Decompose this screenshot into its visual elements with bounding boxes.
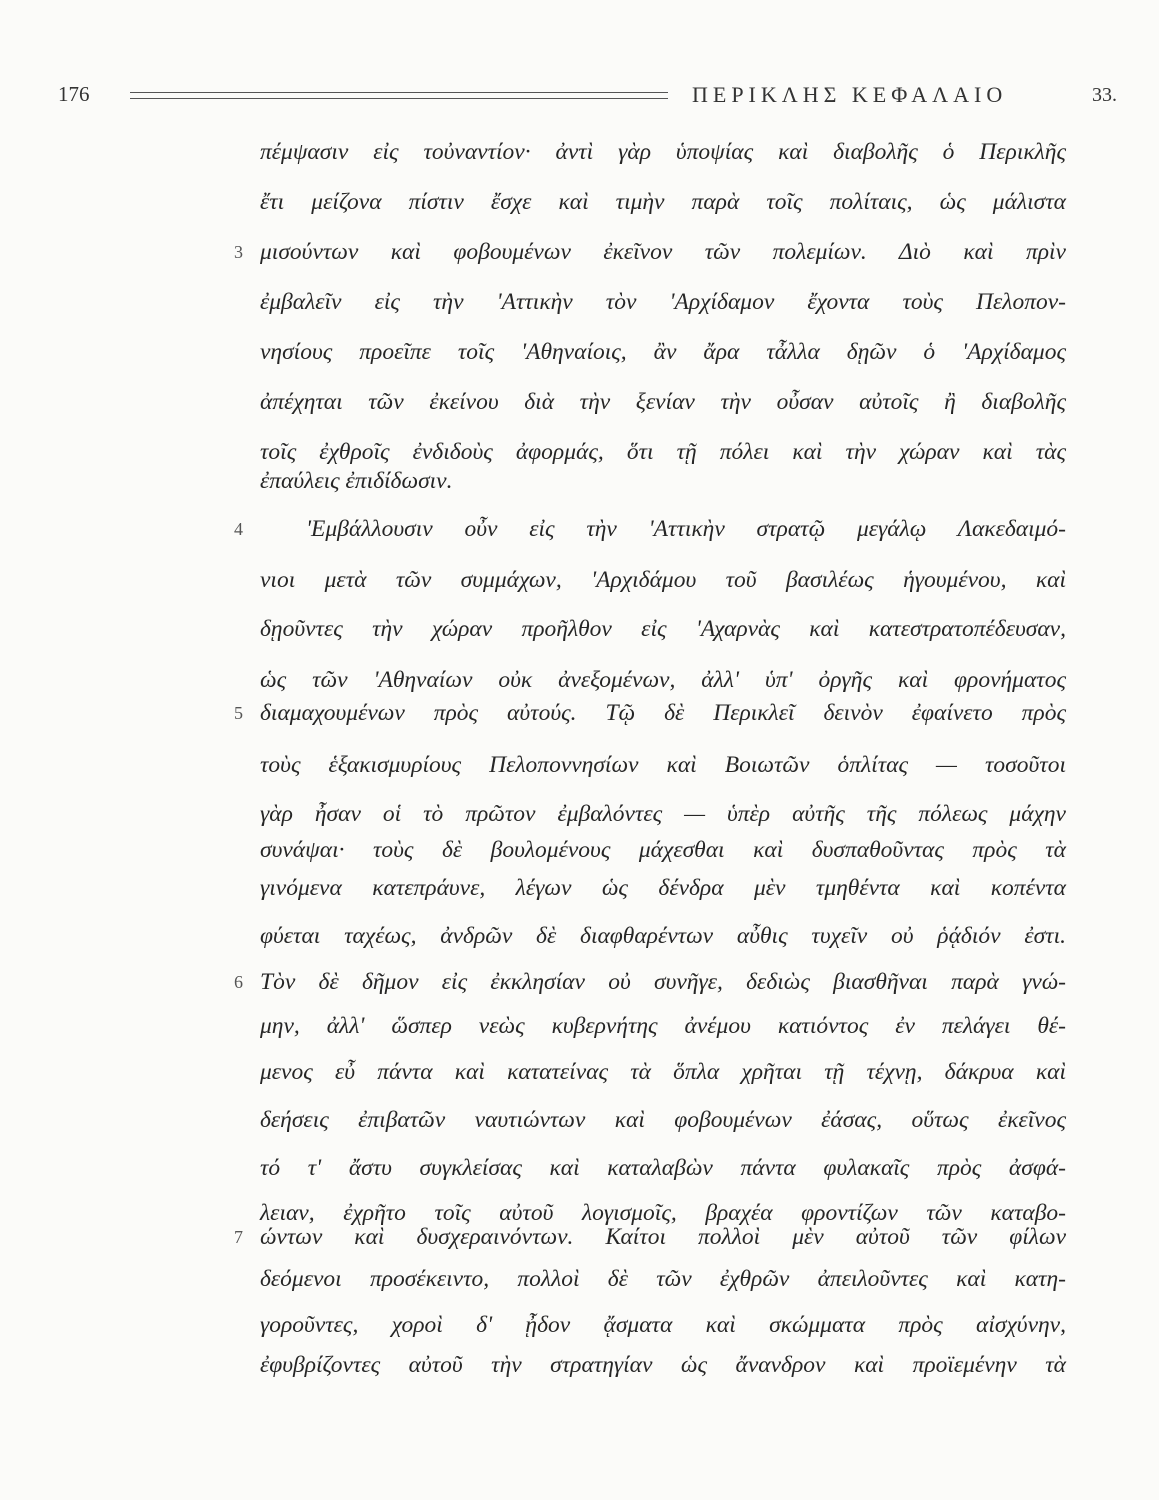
text-line: τοὺς ἑξακισμυρίους Πελοποννησίων καὶ Βοιωτῶν ὁπλίτας — τοσοῦτοι	[260, 752, 1066, 778]
text-line: Τὸν δὲ δῆμον εἰς ἐκκλησίαν οὐ συνῆγε, δεδιὼς βιασθῆναι παρὰ γνώ-	[260, 969, 1066, 995]
text-line: δεόμενοι προσέκειντο, πολλοὶ δὲ τῶν ἐχθρῶν ἀπειλοῦντες καὶ κατη-	[260, 1266, 1066, 1292]
text-line: γινόμενα κατεπράυνε, λέγων ὡς δένδρα μὲν τμηθέντα καὶ κοπέντα	[260, 875, 1066, 901]
text-line: μισούντων καὶ φοβουμένων ἐκεῖνον τῶν πολεμίων. Διὸ καὶ πρὶν	[260, 239, 1066, 265]
text-line: λειαν, ἐχρῆτο τοῖς αὐτοῦ λογισμοῖς, βραχέα φροντίζων τῶν καταβο-	[260, 1200, 1066, 1226]
text-line: συνάψαι· τοὺς δὲ βουλομένους μάχεσθαι καὶ δυσπαθοῦντας πρὸς τὰ	[260, 837, 1066, 863]
text-line: τό τ' ἄστυ συγκλείσας καὶ καταλαβὼν πάντα φυλακαῖς πρὸς ἀσφά-	[260, 1155, 1066, 1181]
margin-number: 3	[234, 242, 243, 262]
text-line: τοῖς ἐχθροῖς ἐνδιδοὺς ἀφορμάς, ὅτι τῇ πόλει καὶ τὴν χώραν καὶ τὰς	[260, 439, 1066, 465]
text-line: ἐπαύλεις ἐπιδίδωσιν.	[260, 468, 453, 494]
margin-number: 4	[234, 519, 243, 539]
text-line: πέμψασιν εἰς τοὐναντίον· ἀντὶ γὰρ ὑποψίας καὶ διαβολῆς ὁ Περικλῆς	[260, 139, 1066, 165]
running-head: ΠΕΡΙΚΛΗΣ ΚΕΦΑΛΑΙΟ	[692, 82, 1008, 107]
header-double-rule	[130, 92, 668, 99]
text-line: 'Εμβάλλουσιν οὖν εἰς τὴν 'Αττικὴν στρατῷ μεγάλῳ Λακεδαιμό-	[306, 516, 1066, 542]
margin-number: 6	[234, 972, 243, 992]
text-line: ἐμβαλεῖν εἰς τὴν 'Αττικὴν τὸν 'Αρχίδαμον ἔχοντα τοὺς Πελοπον-	[260, 289, 1066, 315]
text-line: δεήσεις ἐπιβατῶν ναυτιώντων καὶ φοβουμένων ἐάσας, οὕτως ἐκεῖνος	[260, 1107, 1066, 1133]
text-line: δῃοῦντες τὴν χώραν προῆλθον εἰς 'Αχαρνὰς καὶ κατεστρατοπέδευσαν,	[260, 616, 1066, 642]
margin-number: 7	[234, 1227, 243, 1247]
text-line: γοροῦντες, χοροὶ δ' ᾖδον ᾄσματα καὶ σκώμματα πρὸς αἰσχύνην,	[260, 1312, 1066, 1338]
text-line: μην, ἀλλ' ὥσπερ νεὼς κυβερνήτης ἀνέμου κατιόντος ἐν πελάγει θέ-	[260, 1013, 1066, 1039]
margin-number: 5	[234, 703, 243, 723]
text-line: φύεται ταχέως, ἀνδρῶν δὲ διαφθαρέντων αὖθις τυχεῖν οὐ ῥᾴδιόν ἐστι.	[260, 923, 1066, 949]
text-line: διαμαχουμένων πρὸς αὐτούς. Τῷ δὲ Περικλεῖ δεινὸν ἐφαίνετο πρὸς	[260, 700, 1066, 726]
text-line: νησίους προεῖπε τοῖς 'Αθηναίοις, ἂν ἄρα τἆλλα δῃῶν ὁ 'Αρχίδαμος	[260, 339, 1066, 365]
text-line: γὰρ ἦσαν οἱ τὸ πρῶτον ἐμβαλόντες — ὑπὲρ αὐτῆς τῆς πόλεως μάχην	[260, 801, 1066, 827]
text-line: ἐφυβρίζοντες αὐτοῦ τὴν στρατηγίαν ὡς ἄνανδρον καὶ προϊεμένην τὰ	[260, 1352, 1066, 1378]
text-line: νιοι μετὰ τῶν συμμάχων, 'Αρχιδάμου τοῦ βασιλέως ἡγουμένου, καὶ	[260, 567, 1066, 593]
header-section-number: 33.	[1092, 84, 1117, 106]
text-line: ώντων καὶ δυσχεραινόντων. Καίτοι πολλοὶ μὲν αὐτοῦ τῶν φίλων	[260, 1224, 1066, 1250]
text-line: μενος εὖ πάντα καὶ κατατείνας τὰ ὅπλα χρῆται τῇ τέχνῃ, δάκρυα καὶ	[260, 1059, 1066, 1085]
page-header	[58, 80, 1117, 114]
text-line: ἀπέχηται τῶν ἐκείνου διὰ τὴν ξενίαν τὴν οὖσαν αὐτοῖς ἢ διαβολῆς	[260, 389, 1066, 415]
text-line: ἔτι μείζονα πίστιν ἔσχε καὶ τιμὴν παρὰ τοῖς πολίταις, ὡς μάλιστα	[260, 189, 1066, 215]
page-number: 176	[58, 82, 90, 106]
text-line: ὡς τῶν 'Αθηναίων οὐκ ἀνεξομένων, ἀλλ' ὑπ' ὀργῆς καὶ φρονήματος	[260, 667, 1066, 693]
